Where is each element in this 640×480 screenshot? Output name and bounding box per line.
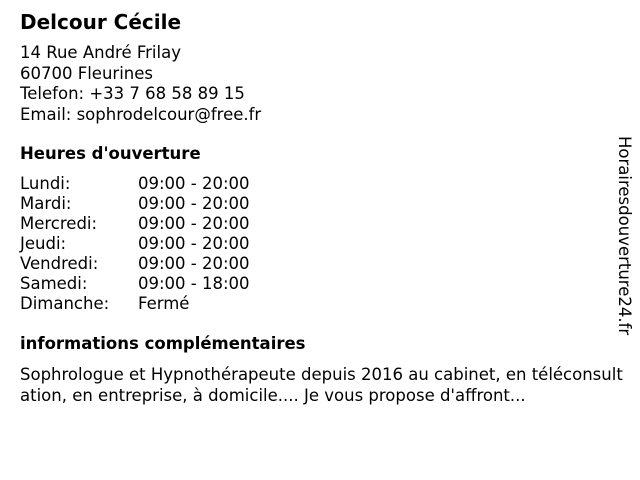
- address-city: 60700 Fleurines: [20, 63, 153, 83]
- day-label: Lundi:: [20, 174, 71, 193]
- address-street: 14 Rue André Frilay: [20, 43, 181, 62]
- time-range: 09:00 - 20:00: [138, 214, 250, 233]
- time-range: 09:00 - 20:00: [138, 194, 250, 213]
- hours-heading: Heures d'ouverture: [20, 144, 201, 163]
- phone-number: Telefon: +33 7 68 58 89 15: [20, 84, 245, 103]
- day-label: Vendredi:: [20, 254, 99, 273]
- day-label: Jeudi:: [20, 234, 67, 253]
- business-name: Delcour Cécile: [20, 10, 182, 34]
- time-range: Fermé: [138, 294, 190, 313]
- info-heading: informations complémentaires: [20, 334, 306, 353]
- description-text: Sophrologue et Hypnothérapeute depuis 2016 au cabinet, en téléconsultation, en entreprise, à domicile.... Je vous propose d'affront...: [20, 365, 623, 405]
- day-label: Samedi:: [20, 274, 88, 293]
- time-range: 09:00 - 20:00: [138, 234, 250, 253]
- day-label: Mercredi:: [20, 214, 98, 233]
- time-range: 09:00 - 20:00: [138, 174, 250, 193]
- day-label: Mardi:: [20, 194, 72, 213]
- email-address: Email: sophrodelcour@free.fr: [20, 104, 262, 124]
- contact-block: [20, 43, 261, 125]
- time-range: 09:00 - 18:00: [138, 274, 250, 293]
- time-range: 09:00 - 20:00: [138, 254, 250, 273]
- watermark-text: Horairesdouverture24.fr: [615, 136, 634, 336]
- day-label: Dimanche:: [20, 294, 110, 313]
